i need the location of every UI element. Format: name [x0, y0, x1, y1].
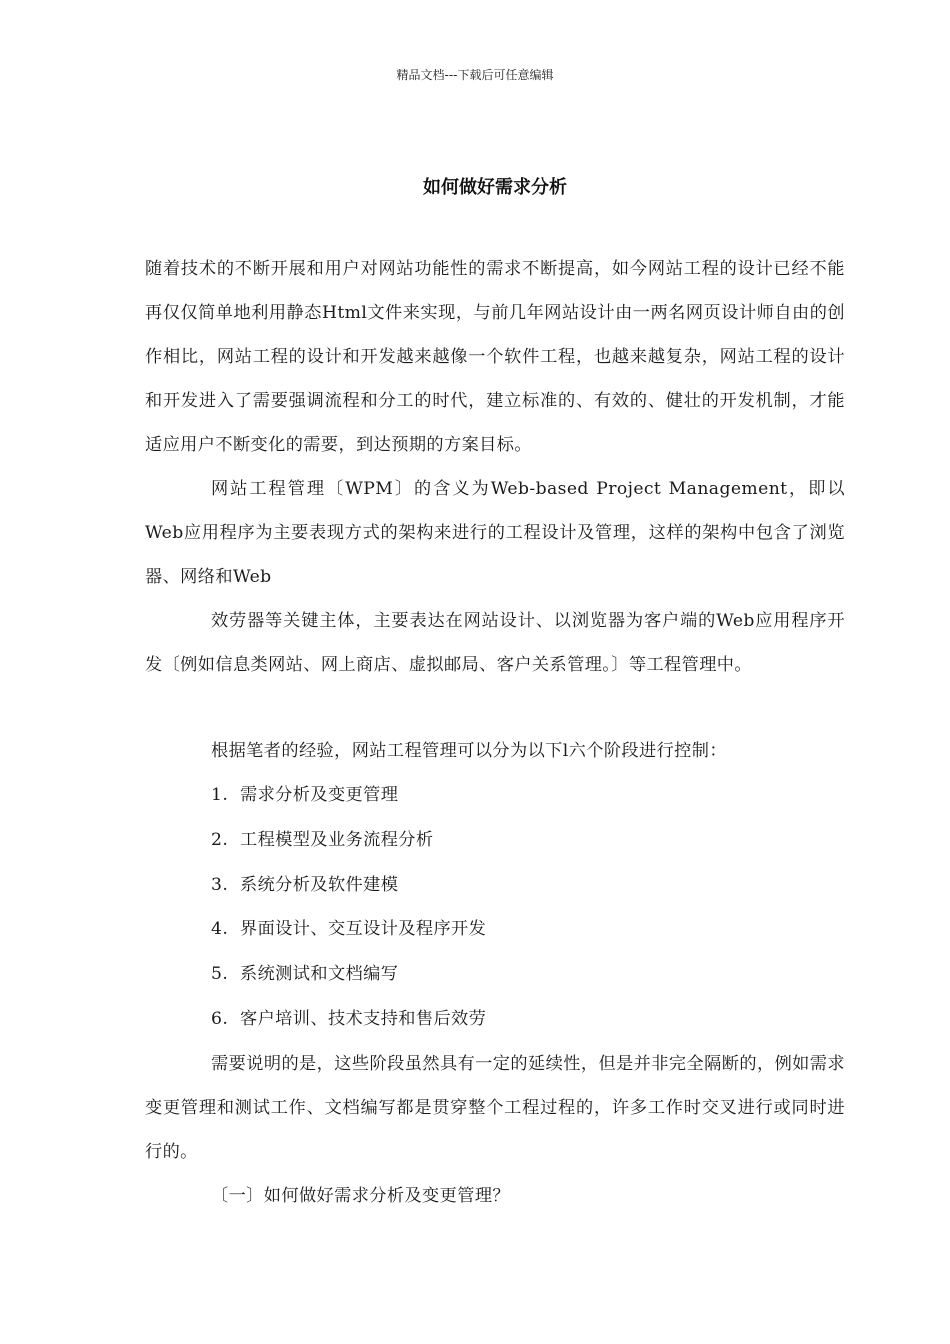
paragraph-wpm-definition: 网站工程管理〔WPM〕的含义为Web-based Project Management，即以Web应用程序为主要表现方式的架构来进行的工程设计及管理，这样的架构中包含了浏览器、网络和Web [145, 479, 845, 587]
stage-list [145, 773, 845, 1042]
stage-item [145, 907, 845, 952]
stage-item [145, 952, 845, 997]
paragraph-web-server: 效劳器等关键主体，主要表达在网站设计、以浏览器为客户端的Web应用程序开发〔例如信息类网站、网上商店、虚拟邮局、客户关系管理。〕等工程管理中。 [145, 611, 845, 675]
stage-number: 5. [211, 964, 229, 985]
stage-text: 界面设计、交互设计及程序开发 [240, 919, 487, 940]
document-title: 如何做好需求分析 [423, 177, 567, 198]
document-body [145, 247, 845, 1218]
paragraph-spacer [145, 687, 845, 729]
page-header: 精品文档---下载后可任意编辑 [396, 68, 554, 82]
stage-number: 3. [211, 874, 229, 895]
stage-text: 系统测试和文档编写 [240, 964, 399, 985]
paragraph-note: 需要说明的是，这些阶段虽然具有一定的延续性，但是并非完全隔断的，例如需求变更管理和测试工作、文档编写都是贯穿整个工程过程的，许多工作时交叉进行或同时进行的。 [145, 1053, 845, 1162]
stage-item [145, 773, 845, 818]
stage-item [145, 818, 845, 863]
stage-text: 需求分析及变更管理 [240, 785, 399, 805]
stage-number: 6. [211, 1008, 229, 1029]
paragraph-stages-intro: 根据笔者的经验，网站工程管理可以分为以下l六个阶段进行控制： [211, 741, 727, 761]
section-heading: 〔一〕如何做好需求分析及变更管理？ [211, 1185, 510, 1206]
stage-text: 工程模型及业务流程分析 [240, 829, 434, 850]
stage-item [145, 997, 845, 1042]
stage-text: 系统分析及软件建模 [240, 874, 399, 895]
stage-number: 2. [211, 829, 229, 850]
stage-item [145, 863, 845, 908]
stage-text: 客户培训、技术支持和售后效劳 [240, 1008, 487, 1029]
stage-number: 1. [211, 785, 229, 805]
stage-number: 4. [211, 919, 229, 940]
paragraph-intro: 随着技术的不断开展和用户对网站功能性的需求不断提高，如今网站工程的设计已经不能再仅仅简单地利用静态Html文件来实现，与前几年网站设计由一两名网页设计师自由的创作相比，网站工程的设计和开发越来越像一个软件工程，也越来越复杂，网站工程的设计和开发进入了需要强调流程和分工的时代，建立标准的、有效的、健壮的开发机制，才能适应用户不断变化的需要，到达预期的方案目标。 [145, 259, 845, 455]
